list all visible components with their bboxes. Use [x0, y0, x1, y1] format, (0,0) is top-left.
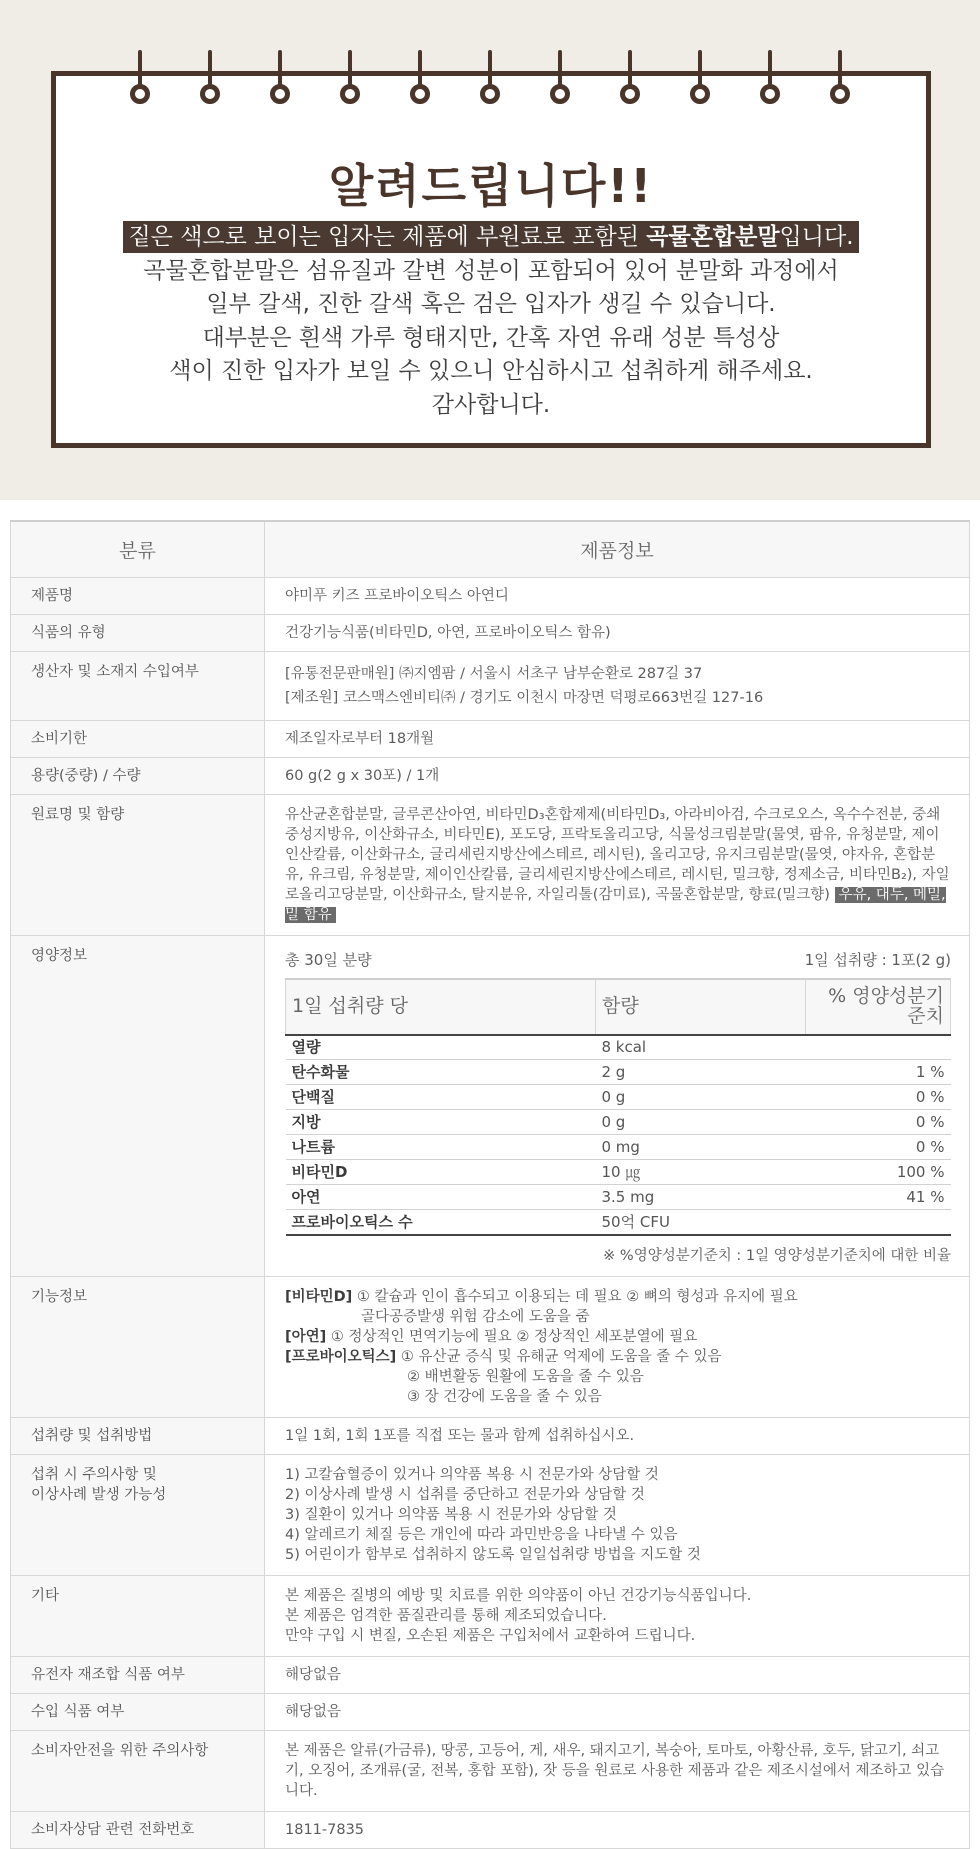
nutrition-amount: 50억 CFU [596, 1210, 806, 1235]
list-item: 4) 알레르기 체질 등은 개인에 따라 과민반응을 나타낼 수 있음 [285, 1526, 678, 1543]
nutrition-row [286, 1035, 951, 1060]
nutrition-pct: 0 % [806, 1085, 951, 1110]
header-info: 제품정보 [265, 521, 970, 577]
row-label: 소비기한 [11, 720, 265, 757]
nutrition-name: 단백질 [286, 1085, 596, 1110]
table-row [11, 1454, 970, 1575]
binder-ring [270, 50, 290, 104]
highlight-suffix: 입니다. [779, 224, 854, 250]
caution-label-2: 이상사례 발생 가능성 [31, 1486, 167, 1503]
zinc-text-1: ① 정상적인 면역기능에 필요 ② 정상적인 세포분열에 필요 [326, 1328, 698, 1345]
highlight-bold: 곡물혼합분말 [646, 224, 780, 250]
nutrition-col-pct: % 영양성분기준치 [806, 979, 951, 1035]
row-label: 제품명 [11, 577, 265, 614]
notice-line: 곡물혼합분말은 섬유질과 갈변 성분이 포함되어 있어 분말화 과정에서 [143, 257, 839, 284]
notice-line: 대부분은 흰색 가루 형태지만, 간혹 자연 유래 성분 특성상 [202, 324, 780, 351]
list-item: 5) 어린이가 함부로 섭취하지 않도록 일일섭취량 방법을 지도할 것 [285, 1546, 701, 1563]
table-row [11, 1575, 970, 1656]
table-row [11, 1656, 970, 1693]
nutrition-pct: 100 % [806, 1160, 951, 1185]
binder-ring [480, 50, 500, 104]
nutrition-row [286, 1210, 951, 1235]
binder-ring [340, 50, 360, 104]
gmo-value: 해당없음 [265, 1656, 970, 1693]
nutrition-amount: 2 g [596, 1060, 806, 1085]
binder-ring [550, 50, 570, 104]
nutrition-row [286, 1135, 951, 1160]
row-label: 유전자 재조합 식품 여부 [11, 1656, 265, 1693]
vitd-text-1: ① 칼슘과 인이 흡수되고 이용되는 데 필요 ② 뼈의 형성과 유지에 필요 [352, 1288, 798, 1305]
row-label: 식품의 유형 [11, 614, 265, 651]
row-label: 소비자상담 관련 전화번호 [11, 1811, 265, 1848]
nutrition-pct [806, 1035, 951, 1060]
nutrition-summary [285, 950, 951, 970]
nutrition-name: 아연 [286, 1185, 596, 1210]
nutrition-col-amount: 함량 [596, 979, 806, 1035]
nutrition-col-name: 1일 섭취량 당 [286, 979, 596, 1035]
row-label: 기능정보 [11, 1276, 265, 1417]
nutrition-rows [286, 1035, 951, 1235]
function-info [265, 1276, 970, 1417]
notice-line: 일부 갈색, 진한 갈색 혹은 검은 입자가 생길 수 있습니다. [206, 291, 776, 317]
table-row [11, 577, 970, 614]
binder-ring [200, 50, 220, 104]
notice-title: 알려드립니다!! [328, 159, 654, 213]
nutrition-serving: 1일 섭취량 : 1포(2 g) [804, 950, 951, 969]
consumer-safety-value: 본 제품은 알류(가금류), 땅콩, 고등어, 게, 새우, 돼지고기, 복숭아, 토마토, 아황산류, 호두, 닭고기, 쇠고기, 오징어, 조개류(굴, 전복, 홍합 포함), 잣 등을 원료로 사용한 제품과 같은 제조시설에서 제조하고 있습니다. [265, 1730, 970, 1811]
function-zinc [285, 1327, 951, 1347]
nutrition-name: 탄수화물 [286, 1060, 596, 1085]
nutrition-amount: 8 kcal [596, 1035, 806, 1060]
list-item: 2) 이상사례 발생 시 섭취를 중단하고 전문가와 상담할 것 [285, 1486, 645, 1503]
ingredients-text: 유산균혼합분말, 글루콘산아연, 비타민D₃혼합제제(비타민D₃, 아라비아검, 수크로오스, 옥수수전분, 중쇄중성지방유, 이산화규소, 비타민E), 포도당, 프락토올리고당, 식물성크림분말(물엿, 팜유, 유청분말, 제이인산칼륨, 이산화규소, 글리세린지방산에스테르, 레시틴), 올리고당, 유지크림분말(물엿, 야자유, 혼합분유, 유크림, 유청분말, 제이인산칼륨, 글리세린지방산에스테르, 레시틴, 밀크향, 정제소금, 비타민B₂), 자일로올리고당분말, 이산화규소, 탈지분유, 자일리톨(감미료), 곡물혼합분말, 향료(밀크향) [285, 806, 950, 903]
notice-body [51, 221, 931, 422]
nutrition-name: 프로바이오틱스 수 [286, 1210, 596, 1235]
nutrition-row [286, 1060, 951, 1085]
table-row [11, 651, 970, 720]
probiotics-text-1: ① 유산균 증식 및 유해균 억제에 도움을 줄 수 있음 [396, 1348, 722, 1365]
row-label: 수입 식품 여부 [11, 1693, 265, 1730]
nutrition-name: 나트륨 [286, 1135, 596, 1160]
table-row [11, 1417, 970, 1454]
table-row [11, 935, 970, 1276]
nutrition-amount: 10 ㎍ [596, 1160, 806, 1185]
list-item: 3) 질환이 있거나 의약품 복용 시 전문가와 상담할 것 [285, 1506, 617, 1523]
binder-ring [760, 50, 780, 104]
list-item: 본 제품은 질병의 예방 및 치료를 위한 의약품이 아닌 건강기능식품입니다. [285, 1587, 752, 1604]
nutrition-table [285, 978, 951, 1236]
nutrition-row [286, 1085, 951, 1110]
vitd-tag: [비타민D] [285, 1288, 353, 1305]
row-label: 기타 [11, 1575, 265, 1656]
table-row [11, 720, 970, 757]
function-probiotics-3: ③ 장 건강에 도움을 줄 수 있음 [407, 1388, 602, 1405]
product-info-table [10, 520, 970, 1849]
etc-list [265, 1575, 970, 1656]
nutrition-pct: 0 % [806, 1135, 951, 1160]
nutrition-pct: 41 % [806, 1185, 951, 1210]
imported-value: 해당없음 [265, 1693, 970, 1730]
list-item: 1) 고칼슘혈증이 있거나 의약품 복용 시 전문가와 상담할 것 [285, 1466, 659, 1483]
nutrition-amount: 0 g [596, 1110, 806, 1135]
highlight-prefix: 짙은 색으로 보이는 입자는 제품에 부원료로 포함된 [128, 224, 647, 250]
allergen-badge: 우유, 대두, 메밀, 밀 함유 [285, 886, 946, 923]
table-row [11, 1276, 970, 1417]
list-item: 본 제품은 엄격한 품질관리를 통해 제조되었습니다. [285, 1607, 607, 1624]
binder-ring [830, 50, 850, 104]
table-row [11, 1811, 970, 1848]
table-row [11, 614, 970, 651]
zinc-tag: [아연] [285, 1328, 327, 1345]
table-row [11, 1730, 970, 1811]
manufacturer-line: [제조원] 코스맥스엔비티㈜ / 경기도 이천시 마장면 덕평로663번길 127-16 [285, 689, 764, 706]
header-category: 분류 [11, 521, 265, 577]
expiry-value: 제조일자로부터 18개월 [265, 720, 970, 757]
nutrition-pct [806, 1210, 951, 1235]
highlight-bar [123, 221, 858, 253]
nutrition-note: ※ %영양성분기준치 : 1일 영양성분기준치에 대한 비율 [603, 1247, 951, 1264]
binder-ring [620, 50, 640, 104]
notice-section [0, 0, 980, 500]
nutrition-header-row [286, 979, 951, 1035]
list-item: 만약 구입 시 변질, 오손된 제품은 구입처에서 교환하여 드립니다. [285, 1627, 696, 1644]
binder-ring [130, 50, 150, 104]
row-label: 섭취량 및 섭취방법 [11, 1417, 265, 1454]
nutrition-name: 열량 [286, 1035, 596, 1060]
row-label: 영양정보 [11, 935, 265, 1276]
intake-value: 1일 1회, 1회 1포를 직접 또는 물과 함께 섭취하십시오. [265, 1417, 970, 1454]
product-name: 야미푸 키즈 프로바이오틱스 아연디 [265, 577, 970, 614]
contact-phone: 1811-7835 [265, 1811, 970, 1848]
row-label: 용량(중량) / 수량 [11, 757, 265, 794]
food-type: 건강기능식품(비타민D, 아연, 프로바이오틱스 함유) [265, 614, 970, 651]
function-vitd-cont: 골다공증발생 위험 감소에 도움을 줌 [361, 1308, 590, 1325]
nutrition-name: 비타민D [286, 1160, 596, 1185]
nutrition-row [286, 1185, 951, 1210]
nutrition-amount: 0 mg [596, 1135, 806, 1160]
probiotics-tag: [프로바이오틱스] [285, 1348, 397, 1365]
row-label: 원료명 및 함량 [11, 794, 265, 935]
caution-label-1: 섭취 시 주의사항 및 [31, 1466, 157, 1483]
row-label: 소비자안전을 위한 주의사항 [11, 1730, 265, 1811]
ingredients-value [265, 794, 970, 935]
nutrition-total: 총 30일 분량 [285, 950, 372, 969]
notice-highlight-line [51, 221, 931, 255]
distributor-line: [유통전문판매원] ㈜지엠팜 / 서울시 서초구 남부순환로 287길 37 [285, 665, 703, 682]
table-row [11, 794, 970, 935]
function-probiotics-2: ② 배변활동 원활에 도움을 줄 수 있음 [407, 1368, 644, 1385]
notice-line: 감사합니다. [431, 391, 551, 418]
nutrition-panel [265, 935, 970, 1276]
table-header-row [11, 521, 970, 577]
capacity-value: 60 g(2 g x 30포) / 1개 [265, 757, 970, 794]
nutrition-amount: 3.5 mg [596, 1185, 806, 1210]
nutrition-pct: 1 % [806, 1060, 951, 1085]
function-probiotics [285, 1347, 951, 1367]
table-row [11, 1693, 970, 1730]
row-label [11, 1454, 265, 1575]
producer-info [265, 651, 970, 720]
nutrition-name: 지방 [286, 1110, 596, 1135]
nutrition-pct: 0 % [806, 1110, 951, 1135]
notice-line: 색이 진한 입자가 보일 수 있으니 안심하시고 섭취하게 해주세요. [169, 358, 813, 384]
nutrition-row [286, 1110, 951, 1135]
binder-ring [410, 50, 430, 104]
table-row [11, 757, 970, 794]
row-label: 생산자 및 소재지 수입여부 [11, 651, 265, 720]
nutrition-row [286, 1160, 951, 1185]
caution-list [265, 1454, 970, 1575]
nutrition-amount: 0 g [596, 1085, 806, 1110]
function-vitd [285, 1287, 951, 1307]
binder-ring [690, 50, 710, 104]
